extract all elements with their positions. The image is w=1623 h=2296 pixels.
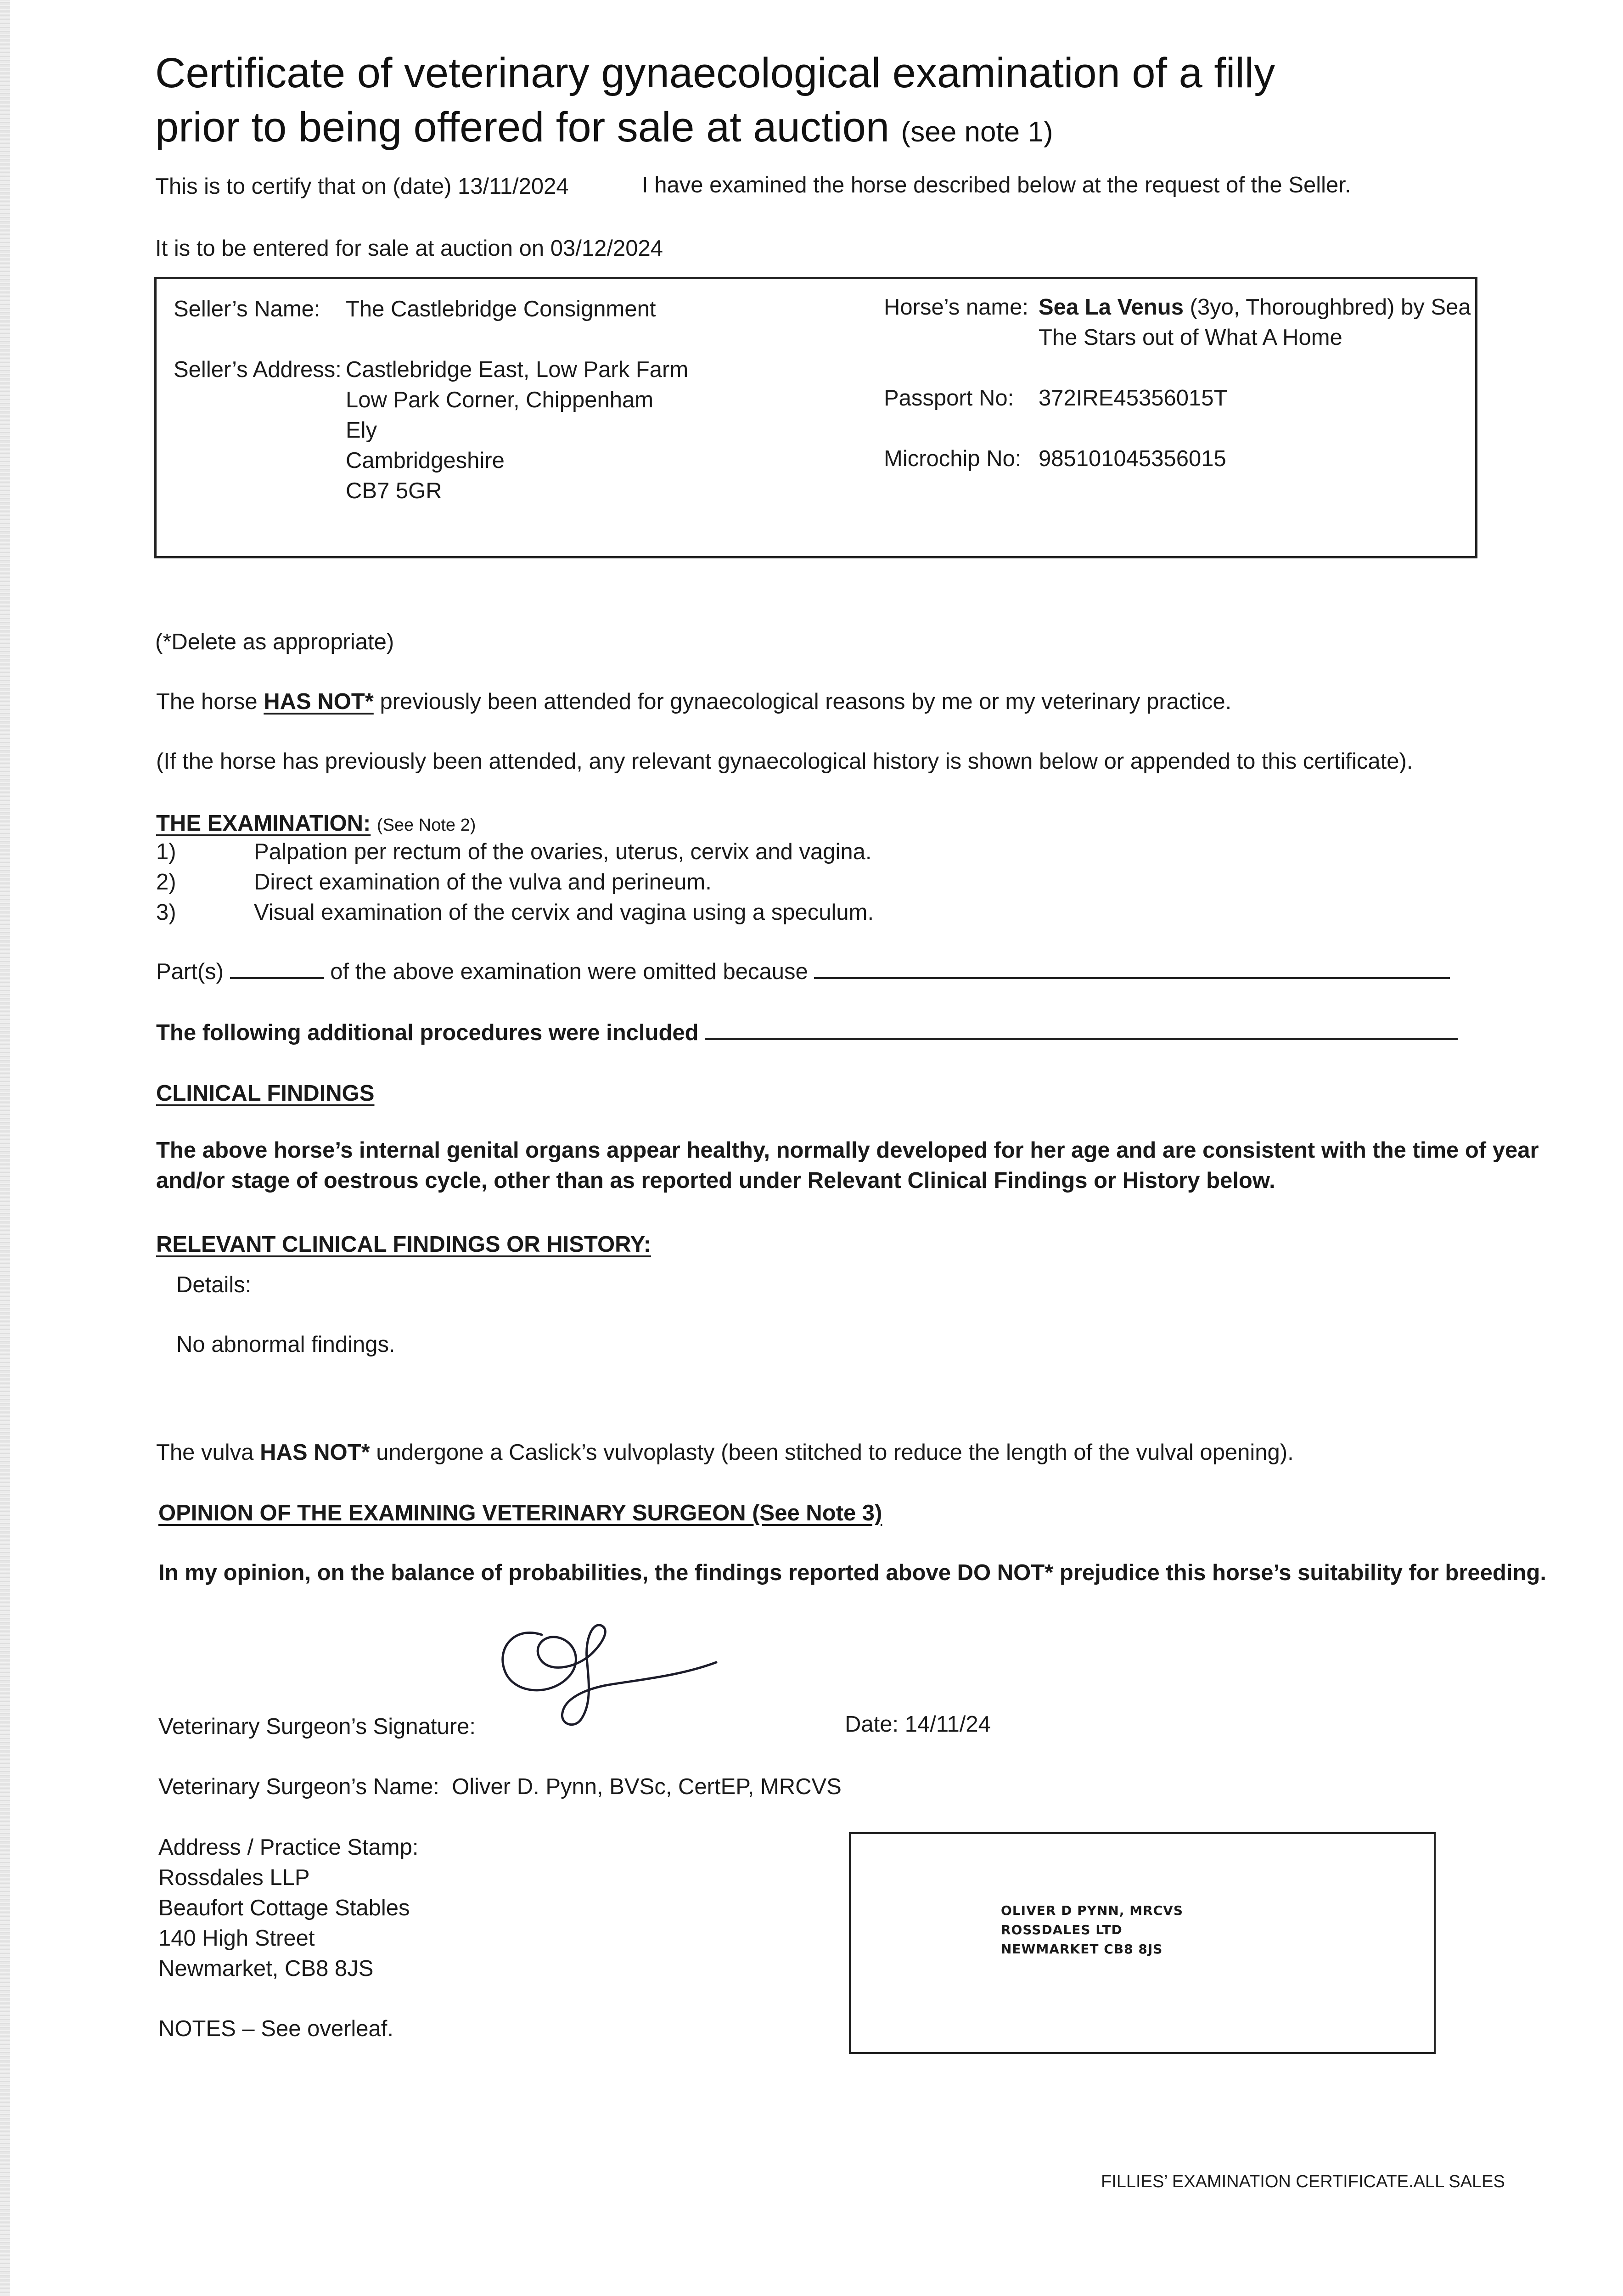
surgeon-name-label: Veterinary Surgeon’s Name: [158, 1774, 439, 1799]
exam-item [156, 867, 874, 897]
signature-image [487, 1616, 725, 1731]
stamp-line: NEWMARKET CB8 8JS [1001, 1941, 1163, 1957]
title-note: (see note 1) [901, 116, 1053, 148]
omitted-reason-blank[interactable] [814, 959, 1450, 979]
practice-line: Rossdales LLP [158, 1865, 310, 1890]
passport-label: Passport No: [884, 386, 1014, 411]
microchip-value: 985101045356015 [1039, 446, 1226, 471]
omitted-line [156, 957, 1450, 987]
horse-name-details: (3yo, Thoroughbred) by Sea [1190, 295, 1471, 320]
stamp-line: ROSSDALES LTD [1001, 1922, 1123, 1937]
passport-value: 372IRE45356015T [1039, 386, 1228, 411]
seller-address-line: Ely [346, 418, 377, 443]
opinion-heading: OPINION OF THE EXAMINING VETERINARY SURGEON (See Note 3) [158, 1501, 882, 1525]
horse-name-label: Horse’s name: [884, 295, 1029, 320]
practice-line: 140 High Street [158, 1926, 315, 1951]
certify-date-text: This is to certify that on (date) 13/11/2024 [155, 174, 569, 199]
opinion-text: In my opinion, on the balance of probabilities, the findings reported above DO NOT* prejudice this horse’s suitability for breeding. [158, 1560, 1546, 1585]
additional-line [156, 1018, 1458, 1048]
horse-name-value [1039, 292, 1471, 322]
exam-item-num: 3) [156, 900, 176, 925]
scan-edge [0, 0, 10, 2296]
seller-address-block [346, 355, 688, 506]
exam-heading [156, 808, 476, 840]
attended-post: previously been attended for gynaecological reasons by me or my veterinary practice. [380, 689, 1232, 714]
auction-date-text: It is to be entered for sale at auction on 03/12/2024 [155, 236, 663, 261]
exam-heading-note: (See Note 2) [376, 816, 476, 835]
title-line-2 [155, 100, 1275, 159]
clinical-heading: CLINICAL FINDINGS [156, 1081, 375, 1106]
practice-address [158, 1832, 418, 1984]
surgeon-name-line [158, 1772, 842, 1802]
attended-status: HAS NOT* [264, 689, 374, 714]
relevant-details-label: Details: [176, 1272, 252, 1297]
exam-item-num: 2) [156, 870, 176, 895]
notes-text: NOTES – See overleaf. [158, 2016, 394, 2041]
exam-item-text: Direct examination of the vulva and perineum. [254, 870, 712, 895]
exam-item-num: 1) [156, 839, 176, 864]
omitted-pre: Part(s) [156, 959, 224, 984]
exam-item [156, 837, 874, 867]
attended-pre: The horse [156, 689, 258, 714]
certify-examined-text: I have examined the horse described below at the request of the Seller. [642, 173, 1351, 197]
history-note: (If the horse has previously been attended, any relevant gynaecological history is shown below or appended to this certificate). [156, 749, 1413, 774]
seller-address-line: Low Park Corner, Chippenham [346, 388, 654, 412]
relevant-heading: RELEVANT CLINICAL FINDINGS OR HISTORY: [156, 1232, 651, 1257]
title-line-2-text: prior to being offered for sale at auction [155, 104, 890, 151]
seller-address-line: Cambridgeshire [346, 448, 505, 473]
vulva-statement [156, 1437, 1294, 1468]
practice-stamp [1001, 1901, 1183, 1959]
clinical-text-line2: and/or stage of oestrous cycle, other than as reported under Relevant Clinical Findings or History below. [156, 1168, 1275, 1193]
practice-line: Beaufort Cottage Stables [158, 1896, 410, 1920]
practice-line: Newmarket, CB8 8JS [158, 1956, 374, 1981]
exam-item-text: Visual examination of the cervix and vagina using a speculum. [254, 900, 874, 925]
attended-statement [156, 687, 1231, 717]
exam-heading-text: THE EXAMINATION: [156, 811, 371, 836]
exam-item-text: Palpation per rectum of the ovaries, uterus, cervix and vagina. [254, 839, 872, 864]
relevant-details-value: No abnormal findings. [176, 1332, 395, 1357]
additional-blank[interactable] [705, 1020, 1458, 1040]
seller-name-label: Seller’s Name: [174, 297, 320, 321]
seller-name-value: The Castlebridge Consignment [346, 297, 656, 321]
exam-item [156, 897, 874, 928]
title-line-1: Certificate of veterinary gynaecological examination of a filly [155, 50, 1275, 96]
vulva-post: undergone a Caslick’s vulvoplasty (been stitched to reduce the length of the vulval opening). [376, 1440, 1294, 1465]
stamp-line: OLIVER D PYNN, MRCVS [1001, 1903, 1184, 1918]
omitted-parts-blank[interactable] [230, 959, 324, 979]
omitted-mid: of the above examination were omitted because [330, 959, 808, 984]
horse-name-line2: The Stars out of What A Home [1039, 325, 1342, 350]
practice-label: Address / Practice Stamp: [158, 1835, 419, 1860]
horse-name: Sea La Venus [1039, 295, 1184, 320]
footer-form-name: FILLIES’ EXAMINATION CERTIFICATE.ALL SALES [1101, 2172, 1505, 2191]
certificate-title [155, 46, 1275, 159]
seller-address-label: Seller’s Address: [174, 357, 342, 382]
exam-list [156, 837, 874, 928]
clinical-text-line1: The above horse’s internal genital organs appear healthy, normally developed for her age and are consistent with the time of year [156, 1138, 1539, 1163]
seller-address-line: CB7 5GR [346, 478, 442, 503]
delete-note: (*Delete as appropriate) [155, 630, 394, 654]
surgeon-name: Oliver D. Pynn, BVSc, CertEP, MRCVS [452, 1774, 842, 1799]
microchip-label: Microchip No: [884, 446, 1022, 471]
vulva-status: HAS NOT* [260, 1440, 370, 1465]
additional-label: The following additional procedures were included [156, 1020, 699, 1045]
vulva-pre: The vulva [156, 1440, 254, 1465]
seller-address-line: Castlebridge East, Low Park Farm [346, 357, 689, 382]
signature-label: Veterinary Surgeon’s Signature: [158, 1714, 476, 1739]
signature-date: Date: 14/11/24 [845, 1712, 991, 1737]
